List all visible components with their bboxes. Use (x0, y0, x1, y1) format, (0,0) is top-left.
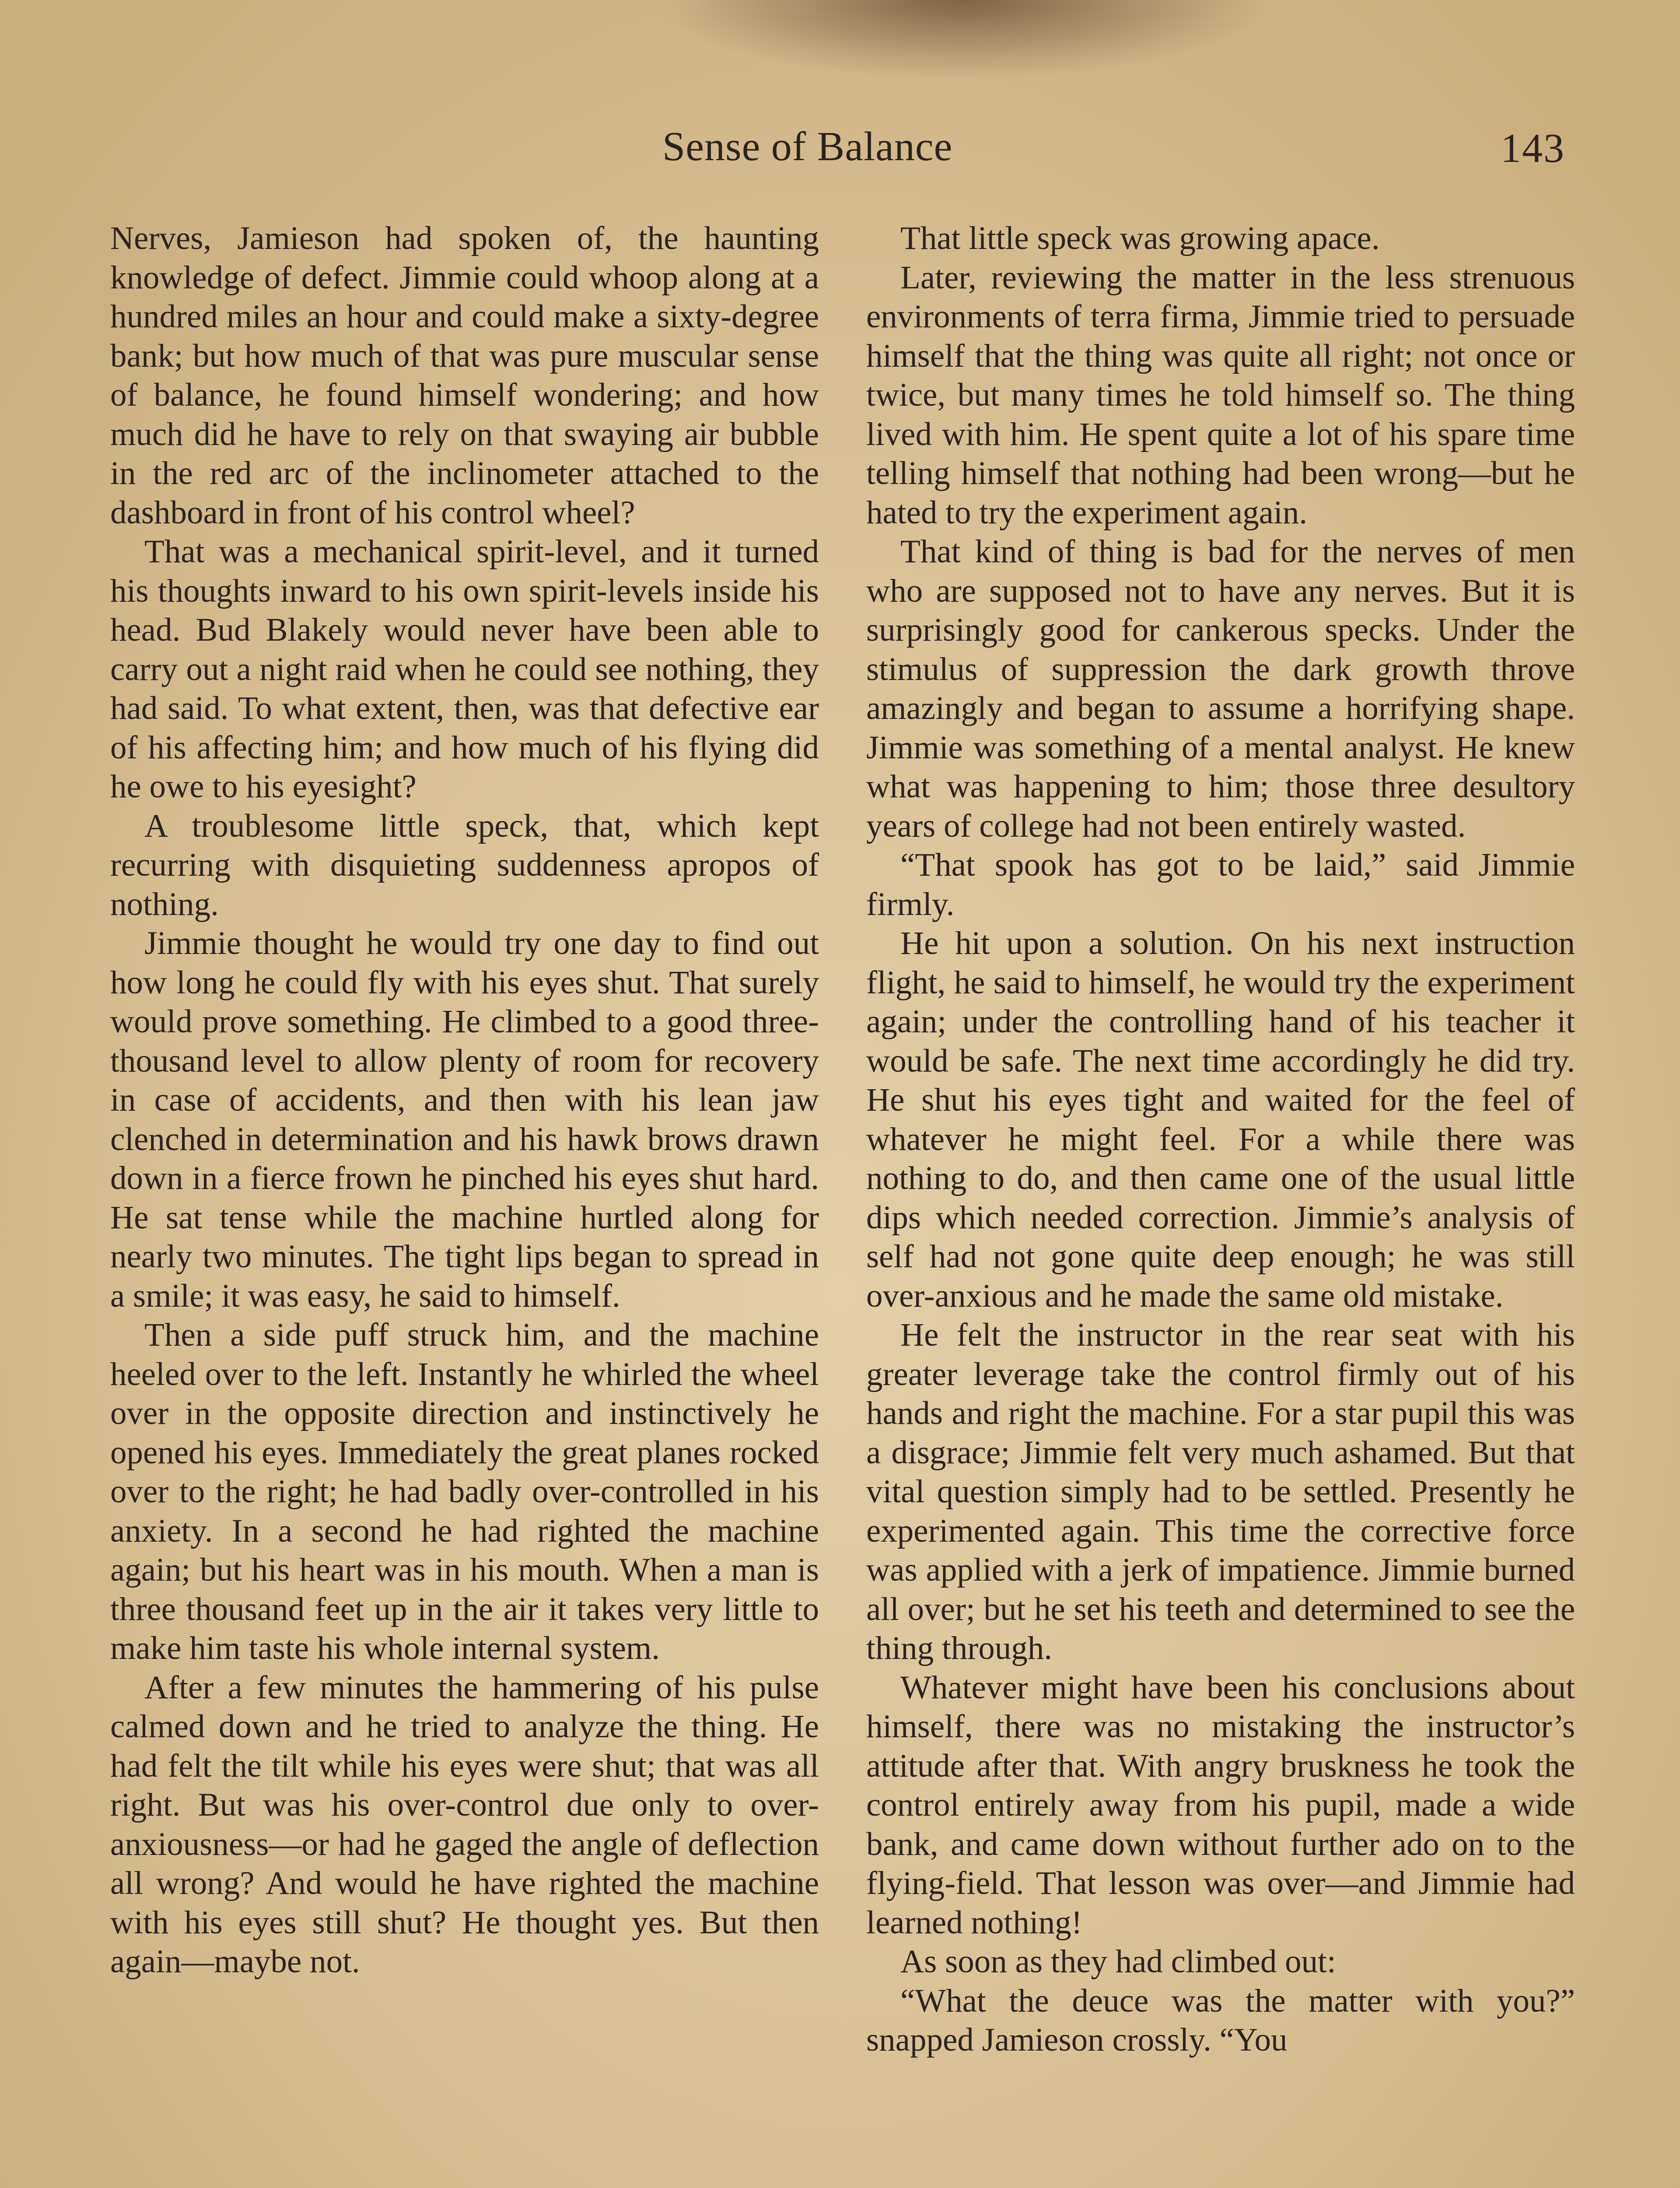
paragraph: “What the deuce was the matter with you?” snapped Jamieson crossly. “You (866, 1982, 1575, 2058)
running-header (0, 118, 1680, 175)
running-title: Sense of Balance (662, 124, 953, 169)
right-column (866, 219, 1575, 2060)
paragraph: That little speck was growing apace. (900, 220, 1380, 256)
paragraph: He hit upon a solution. On his next instruction flight, he said to himself, he would try the experiment again; under the controlling hand of his teacher it would be safe. The next time accordingly he did try. He shut his eyes tight and waited for the feel of whatever he might feel. For a while there was nothing to do, and then came one of the usual little dips which needed correction. Jimmie’s analysis of self had not gone quite deep enough; he was still over-anxious and he made the same old mistake. (866, 925, 1575, 1314)
paragraph: A troublesome little speck, that, which kept recurring with disquieting suddenness apropos of nothing. (110, 807, 819, 922)
paragraph: After a few minutes the hammering of his pulse calmed down and he tried to analyze the thing. He had felt the tilt while his eyes were shut; that was all right. But was his over-control due only to over-anxiousness—or had he gaged the angle of deflection all wrong? And would he have righted the machine with his eyes still shut? He thought yes. But then again—maybe not. (110, 1669, 819, 1980)
paragraph: Later, reviewing the matter in the less strenuous environments of terra firma, Jimmie tried to persuade himself that the thing was quite all right; not once or twice, but many times he told himself so. The thing lived with him. He spent quite a lot of his spare time telling himself that nothing had been wrong—but he hated to try the experiment again. (866, 259, 1575, 531)
paragraph: Then a side puff struck him, and the machine heeled over to the left. Instantly he whirled the wheel over in the opposite direction and instinctively he opened his eyes. Immediately the great planes rocked over to the right; he had badly over-controlled in his anxiety. In a second he had righted the machine again; but his heart was in his mouth. When a man is three thousand feet up in the air it takes very little to make him taste his whole internal system. (110, 1317, 819, 1666)
page-number: 143 (1501, 126, 1565, 171)
left-column (110, 219, 819, 1981)
paragraph: “That spook has got to be laid,” said Jimmie firmly. (866, 847, 1575, 922)
paragraph: That was a mechanical spirit-level, and it turned his thoughts inward to his own spirit-levels inside his head. Bud Blakely would never have been able to carry out a night raid when he could see nothing, they had said. To what extent, then, was that defective ear of his affecting him; and how much of his flying did he owe to his eyesight? (110, 533, 819, 805)
paragraph: Nerves, Jamieson had spoken of, the haunting knowledge of defect. Jimmie could whoop along at a hundred miles an hour and could make a sixty-degree bank; but how much of that was pure muscular sense of balance, he found himself wondering; and how much did he have to rely on that swaying air bubble in the red arc of the inclinometer attached to the dashboard in front of his control wheel? (110, 220, 819, 531)
paragraph: He felt the instructor in the rear seat with his greater leverage take the control firmly out of his hands and right the machine. For a star pupil this was a disgrace; Jimmie felt very much ashamed. But that vital question simply had to be settled. Presently he experimented again. This time the corrective force was applied with a jerk of impatience. Jimmie burned all over; but he set his teeth and determined to see the thing through. (866, 1317, 1575, 1666)
paragraph: Whatever might have been his conclusions about himself, there was no mistaking the instructor’s attitude after that. With angry bruskness he took the control entirely away from his pupil, made a wide bank, and came down without further ado on to the flying-field. That lesson was over—and Jimmie had learned nothing! (866, 1669, 1575, 1941)
paragraph: As soon as they had climbed out: (900, 1943, 1336, 1980)
paragraph: That kind of thing is bad for the nerves of men who are supposed not to have any nerves. But it is surprisingly good for cankerous specks. Under the stimulus of suppression the dark growth throve amazingly and began to assume a horrifying shape. Jimmie was something of a mental analyst. He knew what was happening to him; those three desultory years of college had not been entirely wasted. (866, 533, 1575, 844)
paragraph: Jimmie thought he would try one day to find out how long he could fly with his eyes shut. That surely would prove something. He climbed to a good three-thousand level to allow plenty of room for recovery in case of accidents, and then with his lean jaw clenched in determination and his hawk brows drawn down in a fierce frown he pinched his eyes shut hard. He sat tense while the machine hurtled along for nearly two minutes. The tight lips began to spread in a smile; it was easy, he said to himself. (110, 925, 819, 1314)
